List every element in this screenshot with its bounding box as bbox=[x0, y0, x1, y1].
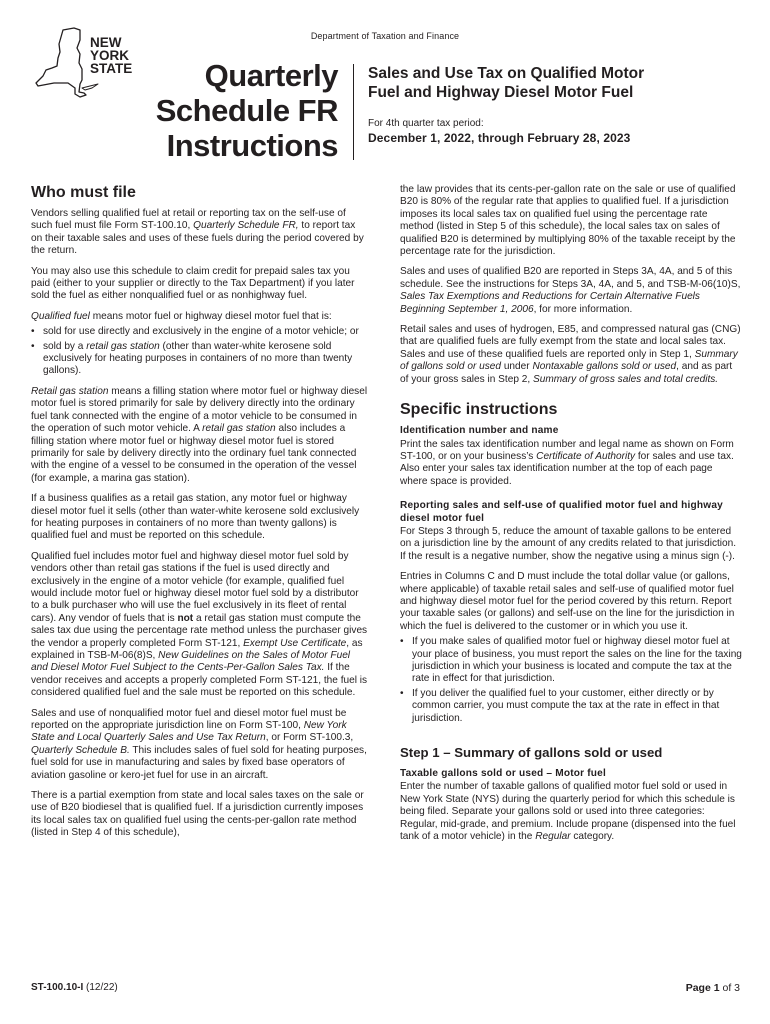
paragraph-b20-steps: Sales and uses of qualified B20 are reported in Steps 3A, 4A, and 5 of this schedule. See the instructions for Steps 3A, 4A, and 5, and TSB-M-06(10)S, Sales Tax Exemptions and Reductions for Certain Alternative Fuels Beginning September 1, 2006, for more information. bbox=[400, 266, 741, 315]
left-column bbox=[31, 183, 369, 848]
paragraph-nonqualified: Sales and use of nonqualified motor fuel and diesel motor fuel must be reported on the appropriate jurisdiction line on Form ST-100, New York State and Local Quarterly Sales and Use Tax Return, or Form ST-100.3, Quarterly Schedule B. This includes sales of fuel sold for heating purposes, fuel sold for use in manufacturing and sales by fixed base operators of aviation gasoline or kero-jet fuel for use in an aircraft. bbox=[31, 707, 367, 781]
logo-text-state: STATE bbox=[90, 61, 133, 76]
title-line-1: Quarterly bbox=[204, 58, 338, 93]
paragraph-qualified-fuel: Qualified fuel means motor fuel or highway diesel motor fuel that is: bbox=[31, 310, 332, 322]
subtitle-line-2: Fuel and Highway Diesel Motor Fuel bbox=[368, 84, 634, 101]
list-item: • sold for use directly and exclusively in the engine of a motor vehicle; or bbox=[31, 326, 369, 338]
logo-text-new: NEW bbox=[90, 35, 122, 50]
identification-heading: Identification number and name bbox=[400, 425, 559, 437]
page-number: Page 1 of 3 bbox=[685, 982, 740, 994]
title-line-2: Schedule FR bbox=[155, 93, 338, 128]
step-1-heading: Step 1 – Summary of gallons sold or used bbox=[400, 745, 663, 761]
form-identifier bbox=[31, 982, 118, 993]
list-item: • If you make sales of qualified motor fuel or highway diesel motor fuel at your place of business, you must report the sales on the line for the taxing jurisdiction in which your business is located and compute the tax at the rate in effect for that jurisdiction. bbox=[400, 636, 742, 686]
nys-logo bbox=[30, 26, 140, 100]
document-subtitle bbox=[368, 64, 748, 102]
reporting-heading: Reporting sales and self-use of qualified motor fuel and highway diesel motor fuel bbox=[400, 500, 723, 524]
title-line-3: Instructions bbox=[166, 128, 338, 163]
paragraph-b20-continued: the law provides that its cents-per-gallon rate on the sale or use of qualified B20 is 80% of the regular rate that applies to qualified fuel. If a jurisdiction imposes its local sales tax on qualified fuel using the percentage rate method (listed in Step 5 of this schedule), the local sales tax on sales of qualified B20 is determined by multiplying 80% of the taxable receipt by the percentage rate for the jurisdiction. bbox=[400, 184, 736, 258]
paragraph-who-1: Vendors selling qualified fuel at retail or reporting tax on the self-use of such fuel must file Form ST-100.10, Quarterly Schedule FR, to report tax on their taxable sales and uses of these fuels during the period covered by the return. bbox=[31, 208, 364, 257]
specific-instructions-heading: Specific instructions bbox=[400, 401, 558, 419]
paragraph-qualified-includes: Qualified fuel includes motor fuel and highway diesel motor fuel sold by vendors other than retail gas stations if the fuel is used directly and exclusively in the engine of a motor vehicle (for example, qualified fuel would include motor fuel or highway diesel motor fuel sold by a distributor to a bulk purchaser who will use the fuel exclusively in its fleet of rental cars). Any vendor of fuels that is not a retail gas station must compute the sales tax due using the percentage rate method unless the purchaser gives the vendor a properly completed Form ST-121, Exempt Use Certificate, as explained in TSB-M-06(8)S, New Guidelines on the Sales of Motor Fuel and Diesel Motor Fuel Subject to the Cents-Per-Gallon Sales Tax. If the vendor receives and accepts a properly completed Form ST-121, the fuel is considered qualified fuel and the sale must be reported on this schedule. bbox=[31, 550, 368, 699]
qualified-fuel-list bbox=[31, 326, 369, 378]
form-date: (12/22) bbox=[83, 982, 118, 993]
tax-period-label: For 4th quarter tax period: bbox=[368, 118, 484, 129]
department-name: Department of Taxation and Finance bbox=[310, 31, 460, 41]
reporting-list bbox=[400, 636, 742, 725]
right-column bbox=[400, 184, 742, 851]
list-item: • sold by a retail gas station (other than water-white kerosene sold exclusively for heating purposes in containers of no more than twenty gallons). bbox=[31, 341, 369, 378]
paragraph-identification: Print the sales tax identification number and legal name as shown on Form ST-100, or on your business’s Certificate of Authority for sales and use tax. Also enter your sales tax identification number at the top of each page where space is provided. bbox=[400, 438, 734, 487]
paragraph-taxable-gallons: Enter the number of taxable gallons of qualified motor fuel sold or used in New York State (NYS) during the quarterly period for which this schedule is being filed. Separate your gallons sold or used into three categories: Regular, mid-grade, and premium. Include propane (dispensed into the fuel tank of a motor vehicle) in the Regular category. bbox=[400, 781, 736, 843]
paragraph-reporting-2: Entries in Columns C and D must include the total dollar value (or gallons, where applicable) of taxable retail sales and self-use of qualified motor fuel and highway diesel motor fuel for the period covered by this return. Report your taxable sales (or gallons) and self-use on the line for the jurisdiction in which the fuel is delivered to the customer or in which you use it. bbox=[400, 571, 735, 632]
nys-map-icon bbox=[30, 26, 140, 100]
subtitle-line-1: Sales and Use Tax on Qualified Motor bbox=[368, 65, 645, 82]
paragraph-retail-qualifies: If a business qualifies as a retail gas station, any motor fuel or highway diesel motor fuel it sells (other than water-white kerosene sold exclusively for heating purposes in containers of no more than twenty gallons) is qualified fuel and must be reported on this schedule. bbox=[31, 493, 360, 542]
paragraph-who-2: You may also use this schedule to claim credit for prepaid sales tax you paid (either to your supplier or directly to the Tax Department) if you later sold the fuel as either nonqualified fuel or as nonhighway fuel. bbox=[31, 265, 355, 302]
who-must-file-heading: Who must file bbox=[31, 184, 136, 201]
tax-period-value: December 1, 2022, through February 28, 2023 bbox=[368, 131, 631, 145]
paragraph-retail-gas-station: Retail gas station means a filling station where motor fuel or highway diesel motor fuel is stored primarily for sale by delivery directly into the ordinary fuel tank connected with the engine of a motor vehicle to be consumed in the operation of such motor vehicle. A retail gas station also includes a filling station where motor fuel or highway diesel motor fuel is stored primarily for sale by delivery directly into the ordinary fuel tank connected with the engine of a vessel to be consumed in the operation of the vessel (for example, a marina gas station). bbox=[31, 385, 368, 484]
list-item: • If you deliver the qualified fuel to your customer, either directly or by common carrier, you must compute the tax at the rate in effect in that jurisdiction. bbox=[400, 688, 742, 725]
logo-text-york: YORK bbox=[90, 48, 130, 63]
paragraph-hydrogen-e85-cng: Retail sales and uses of hydrogen, E85, and compressed natural gas (CNG) that are qualified fuels are fully exempt from the state and local sales tax. Sales and use of these qualified fuels are reported only in Step 1, Summary of gallons sold or used under Nontaxable gallons sold or used, and as part of your gross sales in Step 2, Summary of gross sales and total credits. bbox=[400, 324, 741, 385]
title-divider bbox=[353, 64, 354, 160]
document-title bbox=[150, 58, 338, 163]
paragraph-b20-exemption: There is a partial exemption from state and local sales taxes on the sale or use of B20 biodiesel that is qualified fuel. If a jurisdiction currently imposes its local sales tax on qualified fuel using the cents-per-gallon rate method (listed in Step 4 of this schedule), bbox=[31, 790, 364, 839]
paragraph-reporting-1: For Steps 3 through 5, reduce the amount of taxable gallons to be entered on a jurisdiction line by the amount of any credits related to that jurisdiction. If the result is a negative number, show the negative using a minus sign (-). bbox=[400, 525, 737, 562]
form-id: ST-100.10-I bbox=[31, 982, 84, 993]
taxable-gallons-heading: Taxable gallons sold or used – Motor fuel bbox=[400, 768, 606, 780]
